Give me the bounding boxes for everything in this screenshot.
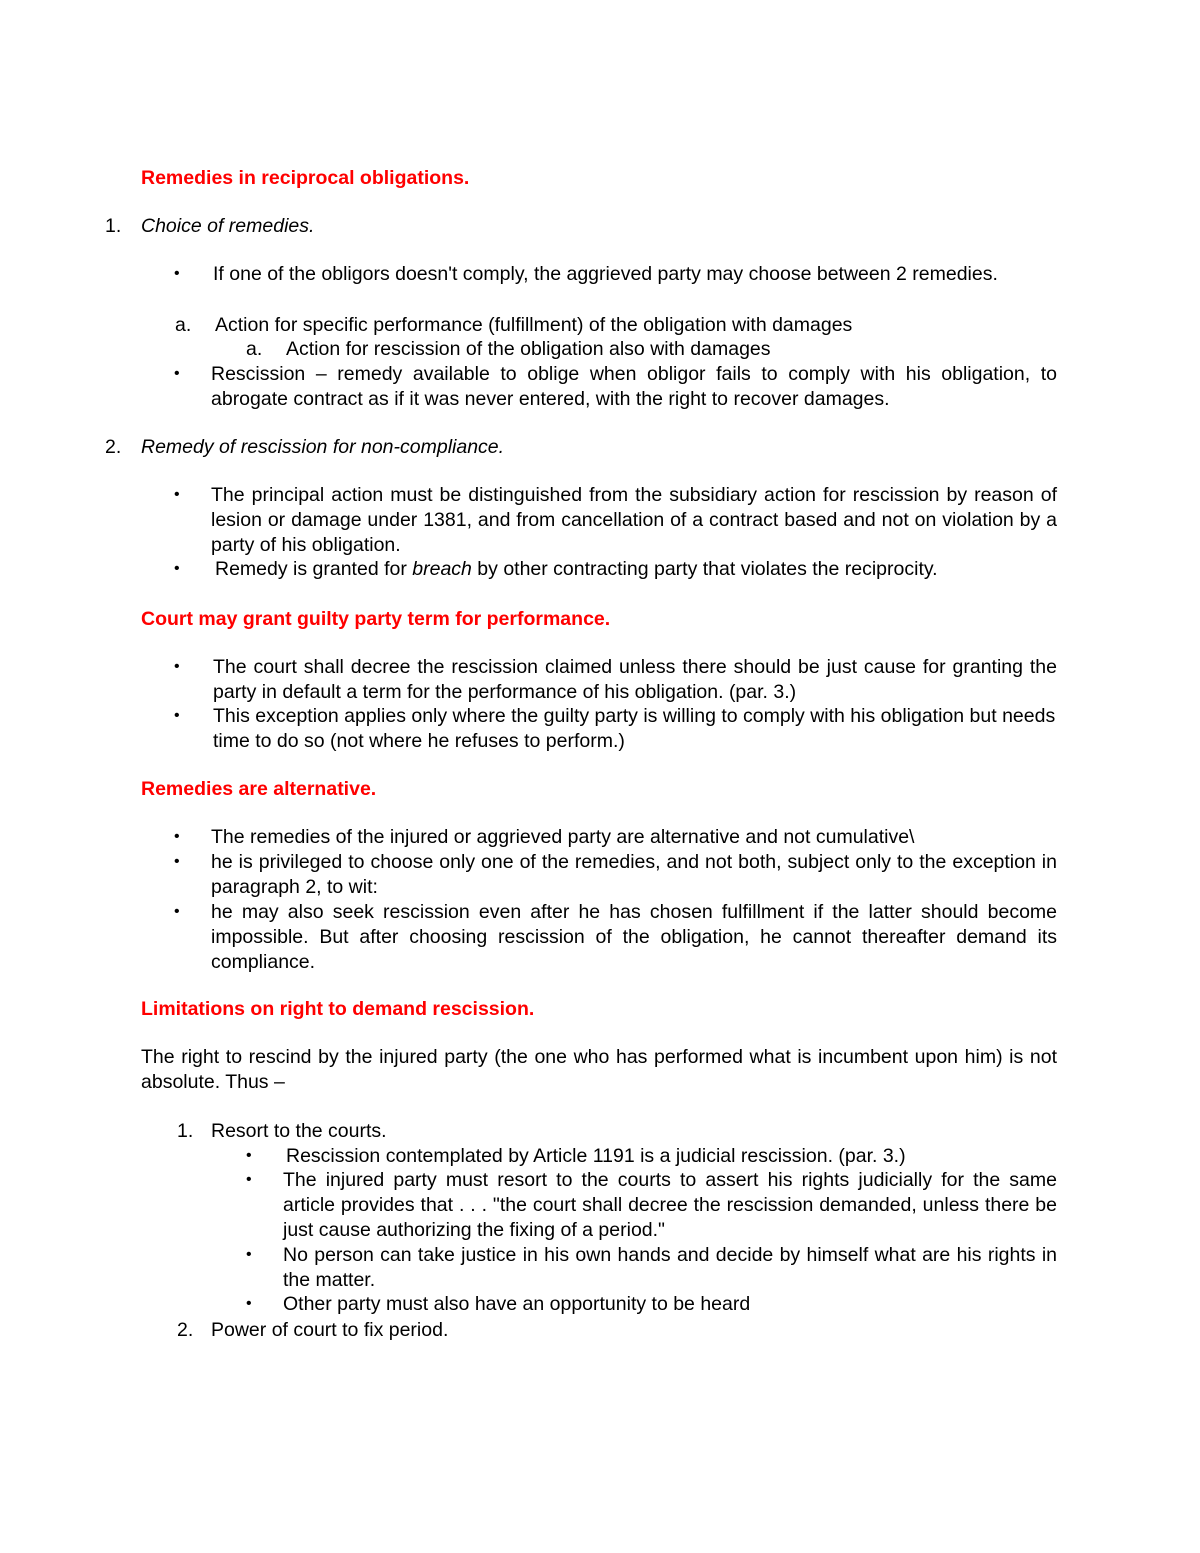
bullet-text: he is privileged to choose only one of the remedies, and not both, subject only to the exception in paragraph 2, to wit: bbox=[211, 851, 1057, 898]
alpha-subitem bbox=[141, 337, 1057, 362]
bullet-text-part: by other contracting party that violates the reciprocity. bbox=[471, 558, 938, 580]
bullet-text: If one of the obligors doesn't comply, the aggrieved party may choose between 2 remedies. bbox=[213, 263, 998, 285]
bullet-item bbox=[141, 262, 1057, 287]
item-title: Choice of remedies. bbox=[141, 215, 315, 237]
bullet-icon: • bbox=[174, 265, 180, 282]
bullet-icon: • bbox=[246, 1147, 252, 1164]
bullet-icon: • bbox=[174, 560, 180, 577]
numbered-item-remedy-of-rescission bbox=[105, 435, 1057, 460]
bullet-text: Rescission – remedy available to oblige when obligor fails to comply with his obligation, to abrogate contract as if it was never entered, with the right to recover damages. bbox=[211, 363, 1057, 410]
bullet-item bbox=[141, 362, 1057, 412]
numbered-item-power-of-court bbox=[141, 1318, 1057, 1343]
item-number: 1. bbox=[105, 215, 122, 237]
bullet-subitem bbox=[141, 1168, 1057, 1242]
bullet-icon: • bbox=[174, 486, 180, 503]
item-title: Remedy of rescission for non-compliance. bbox=[141, 436, 505, 458]
bullet-icon: • bbox=[246, 1246, 252, 1263]
item-number: 2. bbox=[177, 1319, 194, 1341]
paragraph: The right to rescind by the injured party (the one who has performed what is incumbent upon him) is not absolute. Thus – bbox=[141, 1046, 1057, 1093]
bullet-text: Rescission contemplated by Article 1191 is a judicial rescission. (par. 3.) bbox=[286, 1145, 906, 1167]
bullet-icon: • bbox=[174, 707, 180, 724]
alpha-marker: a. bbox=[246, 338, 263, 360]
section-heading-remedies-alternative: Remedies are alternative. bbox=[141, 778, 377, 800]
bullet-item bbox=[141, 557, 1057, 582]
section-heading-remedies: Remedies in reciprocal obligations. bbox=[141, 167, 470, 189]
bullet-item bbox=[141, 825, 1057, 850]
numbered-item-resort-to-courts bbox=[141, 1119, 1057, 1144]
bullet-icon: • bbox=[174, 365, 180, 382]
bullet-icon: • bbox=[174, 828, 180, 845]
section-heading-limitations: Limitations on right to demand rescission. bbox=[141, 998, 535, 1020]
bullet-text: No person can take justice in his own hands and decide by himself what are his rights in the matter. bbox=[283, 1244, 1057, 1291]
bullet-text-part: Remedy is granted for bbox=[215, 558, 413, 580]
bullet-text: This exception applies only where the guilty party is willing to comply with his obligation but needs time to do so (not where he refuses to perform.) bbox=[213, 705, 1056, 752]
bullet-item bbox=[141, 655, 1057, 705]
bullet-subitem bbox=[141, 1292, 1057, 1317]
alpha-item bbox=[141, 313, 1057, 338]
item-number: 1. bbox=[177, 1120, 194, 1142]
bullet-icon: • bbox=[246, 1171, 252, 1188]
section-heading-court-may-grant: Court may grant guilty party term for performance. bbox=[141, 608, 611, 630]
item-text: Resort to the courts. bbox=[211, 1120, 387, 1142]
bullet-text bbox=[215, 557, 1057, 582]
bullet-icon: • bbox=[246, 1295, 252, 1312]
bullet-subitem bbox=[141, 1144, 1057, 1169]
emphasis-breach: breach bbox=[412, 558, 472, 580]
bullet-text: The remedies of the injured or aggrieved party are alternative and not cumulative\ bbox=[211, 826, 915, 848]
item-number: 2. bbox=[105, 436, 122, 458]
alpha-text: Action for specific performance (fulfillment) of the obligation with damages bbox=[215, 314, 853, 336]
alpha-marker: a. bbox=[175, 314, 192, 336]
bullet-text: The injured party must resort to the courts to assert his rights judicially for the same article provides that . . . "the court shall decree the rescission demanded, unless there be just cause authorizing the fixing of a period." bbox=[283, 1169, 1057, 1241]
bullet-text: The court shall decree the rescission claimed unless there should be just cause for granting the party in default a term for the performance of his obligation. (par. 3.) bbox=[213, 656, 1057, 703]
bullet-text: Other party must also have an opportunity to be heard bbox=[283, 1293, 751, 1315]
bullet-text: The principal action must be distinguished from the subsidiary action for rescission by reason of lesion or damage under 1381, and from cancellation of a contract based and not on violation by a party of his obligation. bbox=[211, 484, 1057, 556]
item-text: Power of court to fix period. bbox=[211, 1319, 449, 1341]
alpha-text: Action for rescission of the obligation also with damages bbox=[286, 338, 771, 360]
bullet-item bbox=[141, 704, 1057, 754]
bullet-item bbox=[141, 483, 1057, 557]
bullet-item bbox=[141, 900, 1057, 974]
bullet-icon: • bbox=[174, 853, 180, 870]
bullet-text: he may also seek rescission even after he has chosen fulfillment if the latter should become impossible. But after choosing rescission of the obligation, he cannot thereafter demand its compliance. bbox=[211, 901, 1057, 973]
bullet-item bbox=[141, 850, 1057, 900]
bullet-icon: • bbox=[174, 903, 180, 920]
numbered-item-choice-of-remedies bbox=[105, 214, 1057, 239]
bullet-icon: • bbox=[174, 658, 180, 675]
bullet-subitem bbox=[141, 1243, 1057, 1293]
